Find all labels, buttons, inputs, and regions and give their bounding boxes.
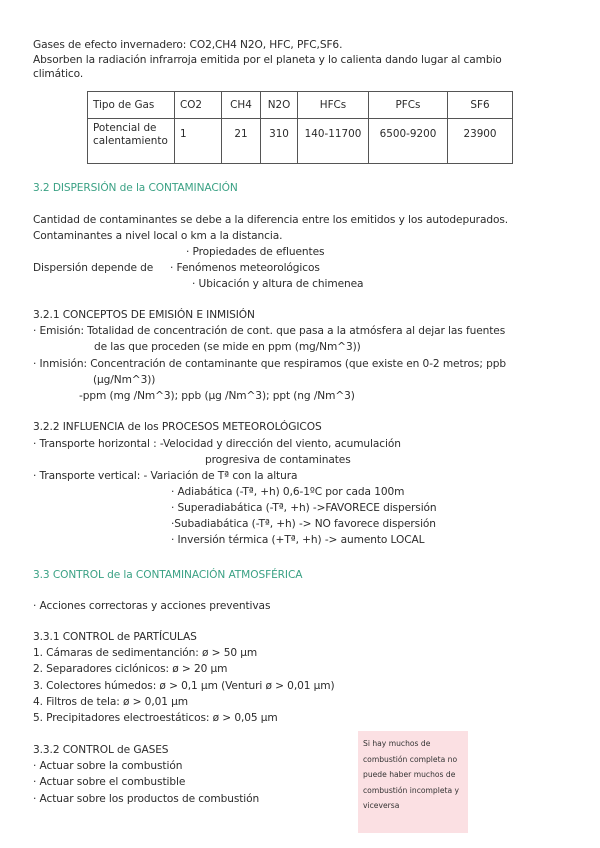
gas-table-header-cell: N2O xyxy=(261,92,298,119)
text-line: Cantidad de contaminantes se debe a la diferencia entre los emitidos y los autodepurados. xyxy=(33,214,509,226)
text-line: Contaminantes a nivel local o km a la distancia. xyxy=(33,230,283,242)
section-heading: 3.2 DISPERSIÓN de la CONTAMINACIÓN xyxy=(33,182,238,194)
text-line: · Propiedades de efluentes xyxy=(186,246,325,258)
text-line: · Ubicación y altura de chimenea xyxy=(192,278,364,290)
text-line: · Acciones correctoras y acciones preventivas xyxy=(33,600,271,612)
text-line: (µg/Nm^3)) xyxy=(93,374,156,386)
text-line: · Superadiabática (-Tª, +h) ->FAVORECE dispersión xyxy=(171,502,437,514)
intro-line-1: Gases de efecto invernadero: CO2,CH4 N2O, HFC, PFC,SF6. xyxy=(33,39,343,51)
section-heading: 3.3.1 CONTROL de PARTÍCULAS xyxy=(33,631,197,643)
text-line: progresiva de contaminates xyxy=(205,454,351,466)
text-line: · Emisión: Totalidad de concentración de cont. que pasa a la atmósfera al dejar las fuentes xyxy=(33,325,506,337)
text-line: · Fenómenos meteorológicos xyxy=(170,262,320,274)
text-line: -ppm (mg /Nm^3); ppb (µg /Nm^3); ppt (ng /Nm^3) xyxy=(79,390,355,402)
section-heading: 3.3 CONTROL de la CONTAMINACIÓN ATMOSFÉRICA xyxy=(33,569,303,581)
gas-table-cell: 6500-9200 xyxy=(369,119,448,164)
gas-table-header-cell: SF6 xyxy=(448,92,513,119)
gas-table-header-cell: HFCs xyxy=(298,92,369,119)
text-line: · Inmisión: Concentración de contaminante que respiramos (que existe en 0-2 metros; ppb xyxy=(33,358,506,370)
text-line: · Actuar sobre el combustible xyxy=(33,776,186,788)
list-item: 5. Precipitadores electroestáticos: ø > 0,05 µm xyxy=(33,712,278,724)
list-item: 1. Cámaras de sedimentanción: ø > 50 µm xyxy=(33,647,258,659)
list-item: 2. Separadores ciclónicos: ø > 20 µm xyxy=(33,663,228,675)
gas-table-cell: 1 xyxy=(175,119,222,164)
section-heading: 3.2.2 INFLUENCIA de los PROCESOS METEOROLÓGICOS xyxy=(33,421,322,433)
gas-table-header-cell: PFCs xyxy=(369,92,448,119)
text-line: · Actuar sobre la combustión xyxy=(33,760,183,772)
intro-line-2: Absorben la radiación infrarroja emitida por el planeta y lo calienta dando lugar al cambio xyxy=(33,54,502,66)
gas-table-cell: 23900 xyxy=(448,119,513,164)
gas-table xyxy=(87,91,513,164)
section-heading: 3.2.1 CONCEPTOS DE EMISIÓN E INMISIÓN xyxy=(33,309,255,321)
gas-table-cell: 310 xyxy=(261,119,298,164)
gas-table-header-cell: CO2 xyxy=(175,92,222,119)
gas-table-header-cell: Tipo de Gas xyxy=(88,92,175,119)
row-label-line: Potencial de xyxy=(93,122,157,134)
gas-table-header-cell: CH4 xyxy=(222,92,261,119)
text-line: Dispersión depende de xyxy=(33,262,154,274)
text-line: · Transporte horizontal : -Velocidad y dirección del viento, acumulación xyxy=(33,438,401,450)
sticky-note xyxy=(358,731,468,833)
note-line: combustión completa no xyxy=(363,754,458,764)
text-line: de las que proceden (se mide en ppm (mg/Nm^3)) xyxy=(94,341,361,353)
gas-table-cell: 140-11700 xyxy=(298,119,369,164)
section-heading: 3.3.2 CONTROL de GASES xyxy=(33,744,169,756)
note-line: combustión incompleta y xyxy=(363,785,460,795)
text-line: · Inversión térmica (+Tª, +h) -> aumento LOCAL xyxy=(171,534,425,546)
text-line: · Actuar sobre los productos de combustión xyxy=(33,793,260,805)
note-line: viceversa xyxy=(363,801,400,810)
text-line: · Transporte vertical: - Variación de Tª con la altura xyxy=(33,470,298,482)
gas-table-row xyxy=(88,119,513,164)
gas-table-cell: 21 xyxy=(222,119,261,164)
gas-table-row-label xyxy=(88,119,175,164)
intro-line-3: climático. xyxy=(33,68,84,80)
text-line: · Adiabática (-Tª, +h) 0,6-1ºC por cada 100m xyxy=(171,486,405,498)
note-line: puede haber muchos de xyxy=(363,770,456,779)
list-item: 4. Filtros de tela: ø > 0,01 µm xyxy=(33,696,188,708)
text-line: ·Subadiabática (-Tª, +h) -> NO favorece dispersión xyxy=(171,518,436,530)
row-label-line: calentamiento xyxy=(93,135,168,147)
note-line: Si hay muchos de xyxy=(363,739,431,748)
gas-table-header-row xyxy=(88,92,513,119)
list-item: 3. Colectores húmedos: ø > 0,1 µm (Venturi ø > 0,01 µm) xyxy=(33,680,335,692)
